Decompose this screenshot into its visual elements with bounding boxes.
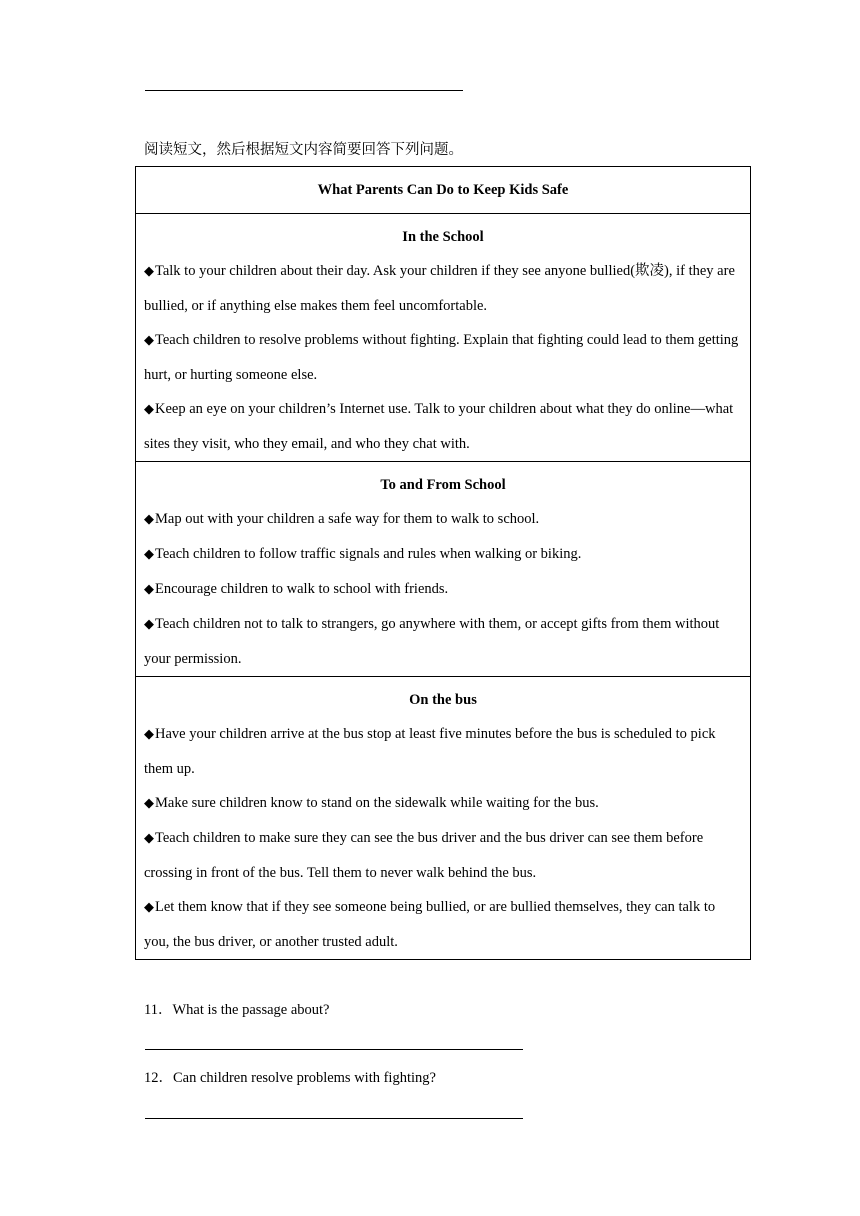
list-item-text: Keep an eye on your children’s Internet use. Talk to your children about what they do online—what sites they visit, who they email, and who they chat with. [144,401,734,452]
list-item-text: Map out with your children a safe way for them to walk to school. [155,511,540,527]
list-item-text: Encourage children to walk to school with friends. [155,581,449,597]
passage-title: What Parents Can Do to Keep Kids Safe [136,167,751,214]
diamond-bullet-icon: ◆ [144,900,154,915]
top-answer-line [145,90,463,91]
list-item [144,392,742,461]
list-item [144,607,742,676]
diamond-bullet-icon: ◆ [144,582,154,597]
list-item [144,717,742,786]
list-item [144,323,742,392]
list-item [144,572,742,607]
list-item [144,254,742,323]
instruction-text: 阅读短文，然后根据短文内容简要回答下列问题。 [144,142,463,158]
list-item-text: Teach children to follow traffic signals and rules when walking or biking. [155,546,582,562]
list-item [144,502,742,537]
diamond-bullet-icon: ◆ [144,402,154,417]
section-in-the-school [136,214,751,462]
list-item-text: Teach children to make sure they can see the bus driver and the bus driver can see them before crossing in front of the bus. Tell them to never walk behind the bus. [144,830,704,881]
bullet-list [144,254,742,461]
bullet-list [144,502,742,676]
section-on-the-bus [136,677,751,960]
section-heading: To and From School [380,477,506,493]
diamond-bullet-icon: ◆ [144,727,154,742]
answer-line-11[interactable] [145,1049,523,1050]
question-12: 12．Can children resolve problems with fighting? [144,1070,436,1086]
list-item [144,786,742,821]
list-item-text: Have your children arrive at the bus stop at least five minutes before the bus is scheduled to pick them up. [144,726,716,777]
question-11: 11．What is the passage about? [144,1002,330,1018]
diamond-bullet-icon: ◆ [144,547,154,562]
diamond-bullet-icon: ◆ [144,796,154,811]
list-item [144,890,742,959]
list-item [144,821,742,890]
diamond-bullet-icon: ◆ [144,617,154,632]
list-item-text: Talk to your children about their day. Ask your children if they see anyone bullied(欺凌), if they are bullied, or if anything else makes them feel uncomfortable. [144,263,735,314]
list-item-text: Teach children to resolve problems without fighting. Explain that fighting could lead to them getting hurt, or hurting someone else. [144,332,739,383]
list-item-text: Let them know that if they see someone being bullied, or are bullied themselves, they can talk to you, the bus driver, or another trusted adult. [144,899,716,950]
diamond-bullet-icon: ◆ [144,264,154,279]
section-to-and-from-school [136,462,751,677]
diamond-bullet-icon: ◆ [144,512,154,527]
answer-line-12[interactable] [145,1118,523,1119]
diamond-bullet-icon: ◆ [144,333,154,348]
section-heading: In the School [402,229,484,245]
list-item-text: Make sure children know to stand on the sidewalk while waiting for the bus. [155,795,599,811]
bullet-list [144,717,742,959]
passage-table [135,166,751,960]
section-heading: On the bus [409,692,477,708]
diamond-bullet-icon: ◆ [144,831,154,846]
list-item-text: Teach children not to talk to strangers, go anywhere with them, or accept gifts from them without your permission. [144,616,720,667]
list-item [144,537,742,572]
